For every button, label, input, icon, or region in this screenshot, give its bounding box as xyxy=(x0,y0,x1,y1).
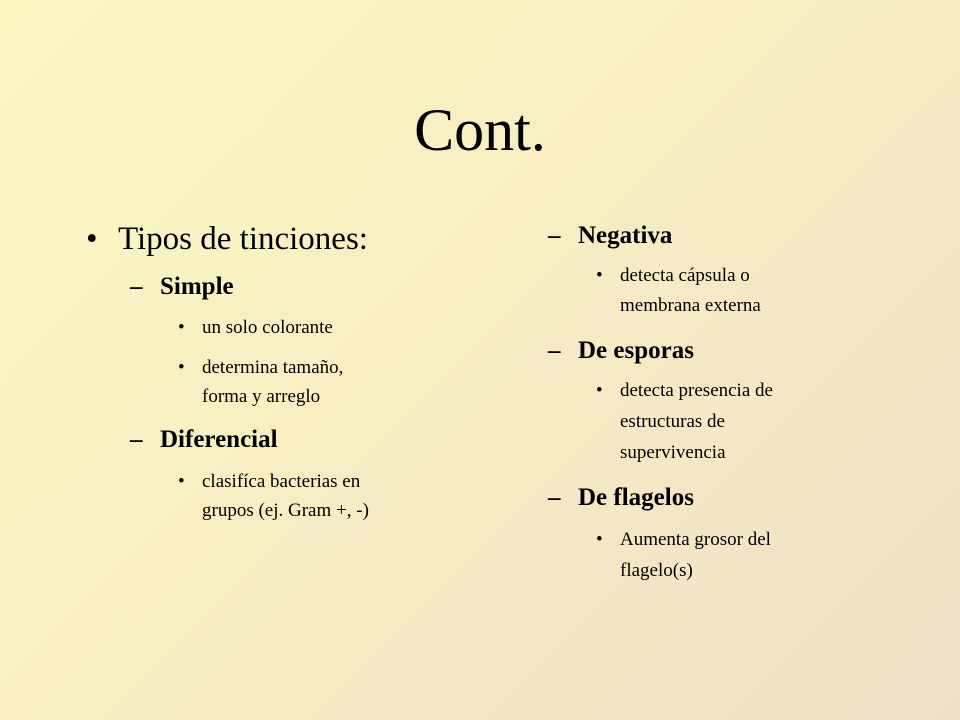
dash-icon: – xyxy=(548,222,561,249)
point-text: supervivencia xyxy=(620,442,726,463)
dash-icon: – xyxy=(130,426,143,453)
subheading-de-esporas: De esporas xyxy=(578,337,694,364)
subheading-diferencial: Diferencial xyxy=(160,426,278,453)
bullet-icon: • xyxy=(86,221,98,257)
heading-tipos-de-tinciones: Tipos de tinciones: xyxy=(118,221,368,257)
dash-icon: – xyxy=(130,273,143,300)
point-text: un solo colorante xyxy=(202,317,333,338)
dash-icon: – xyxy=(548,484,561,511)
bullet-icon: • xyxy=(596,265,603,286)
point-text: grupos (ej. Gram +, -) xyxy=(202,500,369,521)
point-text: membrana externa xyxy=(620,295,761,316)
subheading-simple: Simple xyxy=(160,273,234,300)
bullet-icon: • xyxy=(178,357,185,378)
point-text: detecta cápsula o xyxy=(620,265,750,286)
point-text: forma y arreglo xyxy=(202,386,321,407)
subheading-de-flagelos: De flagelos xyxy=(578,484,694,511)
point-text: flagelo(s) xyxy=(620,560,693,581)
point-text: determina tamaño, xyxy=(202,357,344,378)
point-text: estructuras de xyxy=(620,411,725,432)
dash-icon: – xyxy=(548,337,561,364)
bullet-icon: • xyxy=(178,471,185,492)
point-text: Aumenta grosor del xyxy=(620,529,771,550)
point-text: detecta presencia de xyxy=(620,380,773,401)
subheading-negativa: Negativa xyxy=(578,222,673,249)
point-text: clasifíca bacterias en xyxy=(202,471,361,492)
slide-title: Cont. xyxy=(414,97,546,163)
bullet-icon: • xyxy=(178,317,185,338)
bullet-icon: • xyxy=(596,529,603,550)
bullet-icon: • xyxy=(596,380,603,401)
